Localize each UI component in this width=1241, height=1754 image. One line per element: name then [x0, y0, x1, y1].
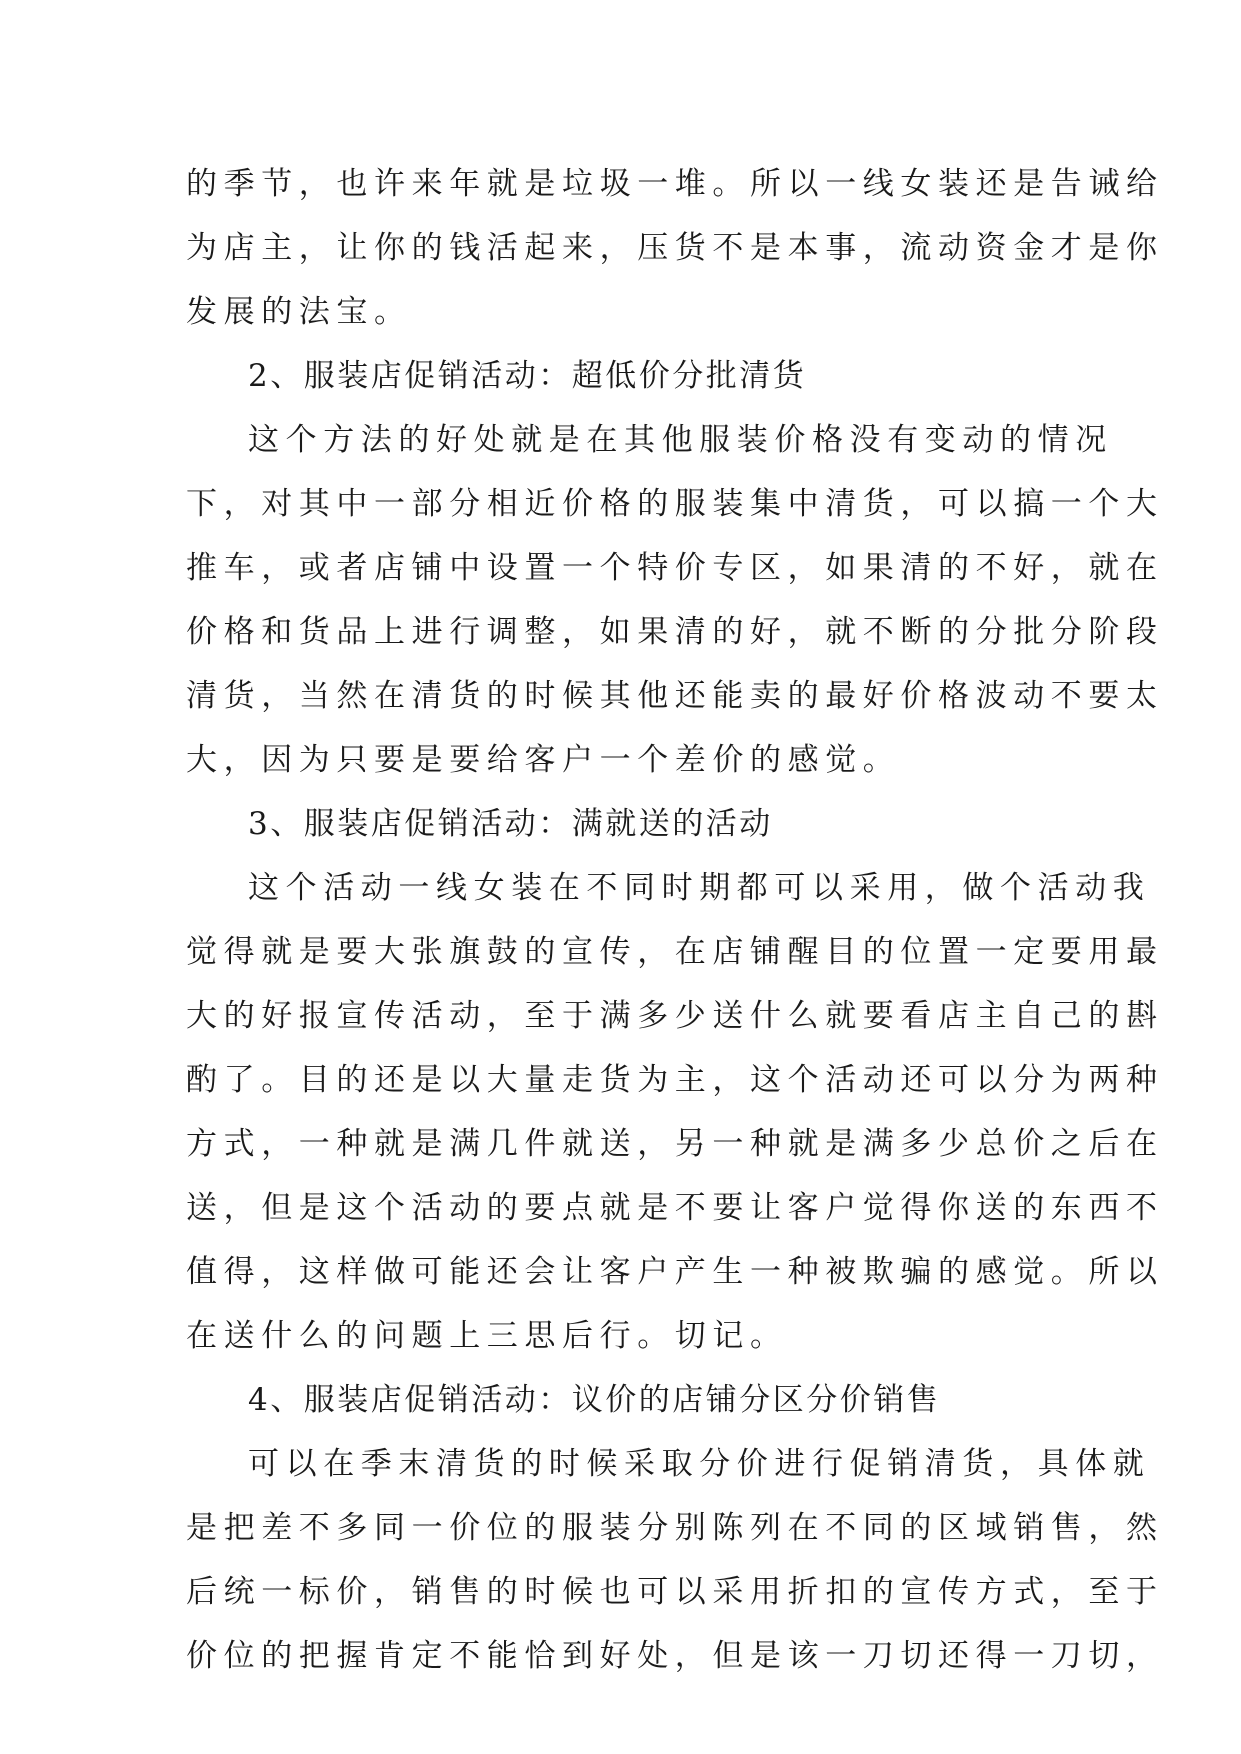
text-line: 是把差不多同一价位的服装分别陈列在不同的区域销售，然 [186, 1510, 1164, 1546]
text-line: 清货，当然在清货的时候其他还能卖的最好价格波动不要太 [186, 678, 1164, 714]
text-line: 价格和货品上进行调整，如果清的好，就不断的分批分阶段 [186, 614, 1164, 650]
document-body [186, 152, 1164, 1688]
text-line: 推车，或者店铺中设置一个特价专区，如果清的不好，就在 [186, 550, 1164, 586]
text-line: 大的好报宣传活动，至于满多少送什么就要看店主自己的斟 [186, 998, 1164, 1034]
section-heading-3: 3、服装店促销活动：满就送的活动 [248, 806, 773, 842]
text-line: 的季节，也许来年就是垃圾一堆。所以一线女装还是告诫给 [186, 166, 1164, 202]
text-line: 方式，一种就是满几件就送，另一种就是满多少总价之后在 [186, 1126, 1164, 1162]
text-line: 下，对其中一部分相近价格的服装集中清货，可以搞一个大 [186, 486, 1164, 522]
text-line: 价位的把握肯定不能恰到好处，但是该一刀切还得一刀切， [186, 1638, 1164, 1674]
text-line: 酌了。目的还是以大量走货为主，这个活动还可以分为两种 [186, 1062, 1164, 1098]
text-line: 为店主，让你的钱活起来，压货不是本事，流动资金才是你 [186, 230, 1164, 266]
paragraph-start: 可以在季末清货的时候采取分价进行促销清货，具体就 [248, 1446, 1151, 1482]
text-line: 大，因为只要是要给客户一个差价的感觉。 [186, 742, 901, 778]
text-line: 在送什么的问题上三思后行。切记。 [186, 1318, 788, 1354]
section-heading-4: 4、服装店促销活动：议价的店铺分区分价销售 [248, 1382, 941, 1418]
section-heading-2: 2、服装店促销活动：超低价分批清货 [248, 358, 807, 394]
text-line: 后统一标价，销售的时候也可以采用折扣的宣传方式，至于 [186, 1574, 1164, 1610]
text-line: 觉得就是要大张旗鼓的宣传，在店铺醒目的位置一定要用最 [186, 934, 1164, 970]
paragraph-start: 这个活动一线女装在不同时期都可以采用，做个活动我 [248, 870, 1151, 906]
text-line: 值得，这样做可能还会让客户产生一种被欺骗的感觉。所以 [186, 1254, 1164, 1290]
text-line: 送，但是这个活动的要点就是不要让客户觉得你送的东西不 [186, 1190, 1164, 1226]
paragraph-start: 这个方法的好处就是在其他服装价格没有变动的情况 [248, 422, 1113, 458]
text-line: 发展的法宝。 [186, 294, 412, 330]
